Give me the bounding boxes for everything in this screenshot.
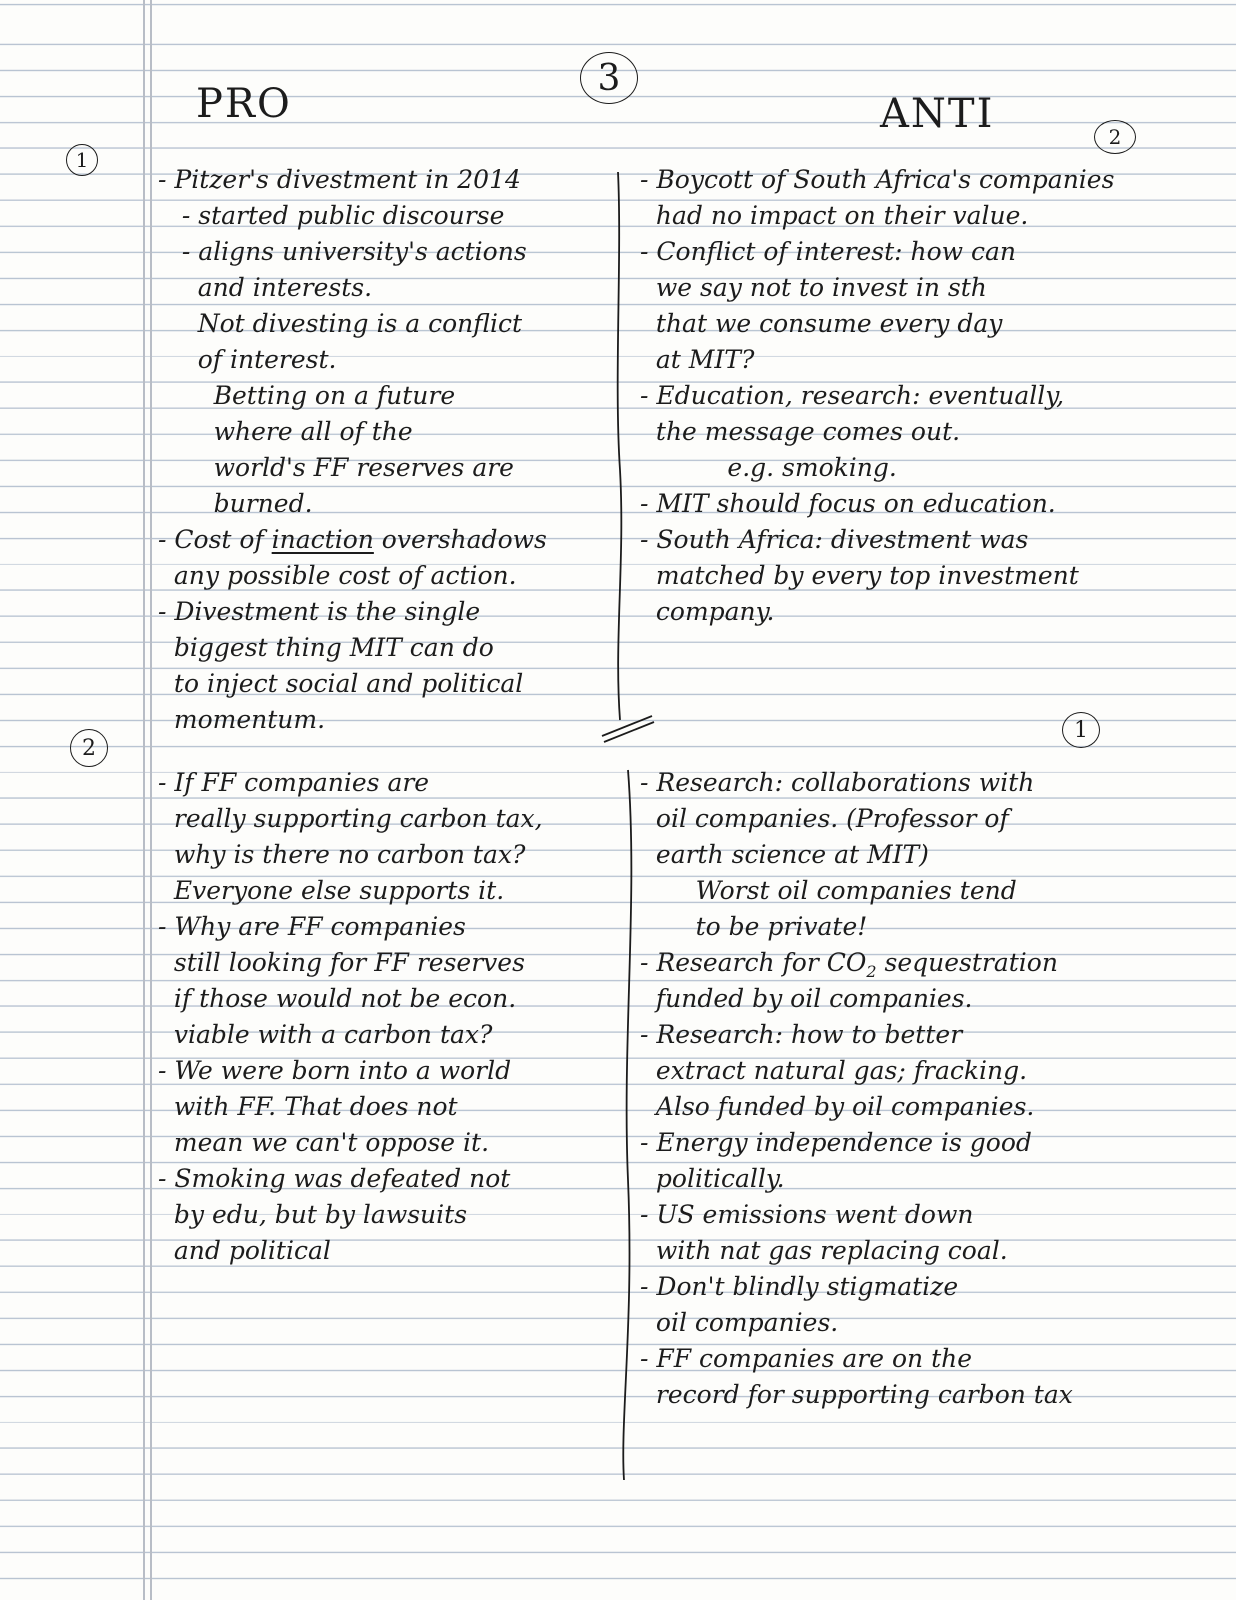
pro-1-line-inaction	[158, 522, 547, 558]
pro-1-line: biggest thing MIT can do	[158, 633, 494, 662]
section-marker-anti-1	[1094, 120, 1136, 154]
pro-2-line: - Smoking was defeated not	[158, 1164, 511, 1193]
anti-2-line: Also funded by oil companies.	[640, 1092, 1035, 1121]
column-divider-line-lower	[623, 770, 631, 1480]
page-number: 3	[597, 57, 621, 99]
anti-2-line: extract natural gas; fracking.	[640, 1056, 1028, 1085]
anti-2-line: - Don't blindly stigmatize	[640, 1272, 959, 1301]
pro-1-line: burned.	[158, 489, 313, 518]
underlined-word: inaction	[271, 525, 374, 554]
anti-1-line: - Boycott of South Africa's companies	[640, 165, 1115, 194]
anti-1-line: we say not to invest in sth	[640, 273, 987, 302]
column-divider-line	[618, 172, 622, 720]
anti-2-line: - FF companies are on the	[640, 1344, 973, 1373]
anti-2-line: politically.	[640, 1164, 785, 1193]
anti-1-line: - South Africa: divestment was	[640, 525, 1029, 554]
anti-2-line: - Research: collaborations with	[640, 768, 1035, 797]
pro-1-line: and interests.	[158, 273, 373, 302]
anti-2-line: funded by oil companies.	[640, 984, 973, 1013]
anti-1-line: company.	[640, 597, 775, 626]
pro-2-line: really supporting carbon tax,	[158, 804, 543, 833]
pro-1-line: any possible cost of action.	[158, 561, 517, 590]
page-number-circle	[580, 52, 638, 104]
pro-1-line: Not divesting is a conflict	[158, 309, 522, 338]
section-marker-label: 1	[75, 148, 89, 172]
text-segment: - Research for CO	[640, 948, 867, 977]
pro-1-line: of interest.	[158, 345, 337, 374]
anti-2-line: to be private!	[640, 912, 868, 941]
anti-1-line: at MIT?	[640, 345, 755, 374]
pro-2-line: why is there no carbon tax?	[158, 840, 526, 869]
anti-1-line: the message comes out.	[640, 417, 961, 446]
pro-2-line: and political	[158, 1236, 331, 1265]
section-marker-label: 2	[1108, 125, 1122, 149]
anti-1-line: - MIT should focus on education.	[640, 489, 1056, 518]
anti-2-line: earth science at MIT)	[640, 840, 929, 869]
anti-2-line: - Energy independence is good	[640, 1128, 1032, 1157]
anti-1-line: matched by every top investment	[640, 561, 1079, 590]
anti-1-line: had no impact on their value.	[640, 201, 1029, 230]
anti-2-line: oil companies.	[640, 1308, 839, 1337]
text-segment: - Cost of	[158, 525, 272, 554]
pro-2-line: - We were born into a world	[158, 1056, 512, 1085]
pro-1-line: - Pitzer's divestment in 2014	[158, 165, 521, 194]
pro-2-line: with FF. That does not	[158, 1092, 458, 1121]
pro-1-line: world's FF reserves are	[158, 453, 514, 482]
text-segment: sequestration	[876, 948, 1058, 977]
pro-2-line: if those would not be econ.	[158, 984, 517, 1013]
anti-2-line: - Research: how to better	[640, 1020, 963, 1049]
anti-2-line: - US emissions went down	[640, 1200, 974, 1229]
pro-1-line: - aligns university's actions	[158, 237, 527, 266]
anti-1-line: - Conflict of interest: how can	[640, 237, 1017, 266]
pro-1-line: Betting on a future	[158, 381, 456, 410]
pro-2-line: by edu, but by lawsuits	[158, 1200, 468, 1229]
pro-1-line: to inject social and political	[158, 669, 524, 698]
pro-2-line: - Why are FF companies	[158, 912, 466, 941]
section-marker-label: 1	[1074, 717, 1088, 743]
pro-2-line: still looking for FF reserves	[158, 948, 525, 977]
anti-1-line: e.g. smoking.	[640, 453, 897, 482]
pro-1-line: - Divestment is the single	[158, 597, 481, 626]
anti-2-line: record for supporting carbon tax	[640, 1380, 1073, 1409]
anti-1-line: - Education, research: eventually,	[640, 381, 1065, 410]
anti-2-line: Worst oil companies tend	[640, 876, 1017, 905]
pro-1-line: where all of the	[158, 417, 413, 446]
section-marker-pro-2	[70, 729, 108, 767]
pro-2-line: Everyone else supports it.	[158, 876, 505, 905]
anti-1-line: that we consume every day	[640, 309, 1003, 338]
heading-anti: ANTI	[880, 91, 995, 137]
subscript: 2	[866, 962, 877, 981]
pro-1-line: momentum.	[158, 705, 326, 734]
text-segment: overshadows	[373, 525, 547, 554]
section-marker-label: 2	[82, 735, 96, 761]
heading-pro: PRO	[196, 81, 292, 127]
pro-2-line: viable with a carbon tax?	[158, 1020, 493, 1049]
pro-2-line: mean we can't oppose it.	[158, 1128, 490, 1157]
anti-2-line: oil companies. (Professor of	[640, 804, 1009, 833]
pro-1-line: - started public discourse	[158, 201, 505, 230]
section-marker-anti-2	[1062, 712, 1100, 748]
anti-2-line: with nat gas replacing coal.	[640, 1236, 1008, 1265]
pro-2-line: - If FF companies are	[158, 768, 430, 797]
section-marker-pro-1	[66, 144, 98, 176]
